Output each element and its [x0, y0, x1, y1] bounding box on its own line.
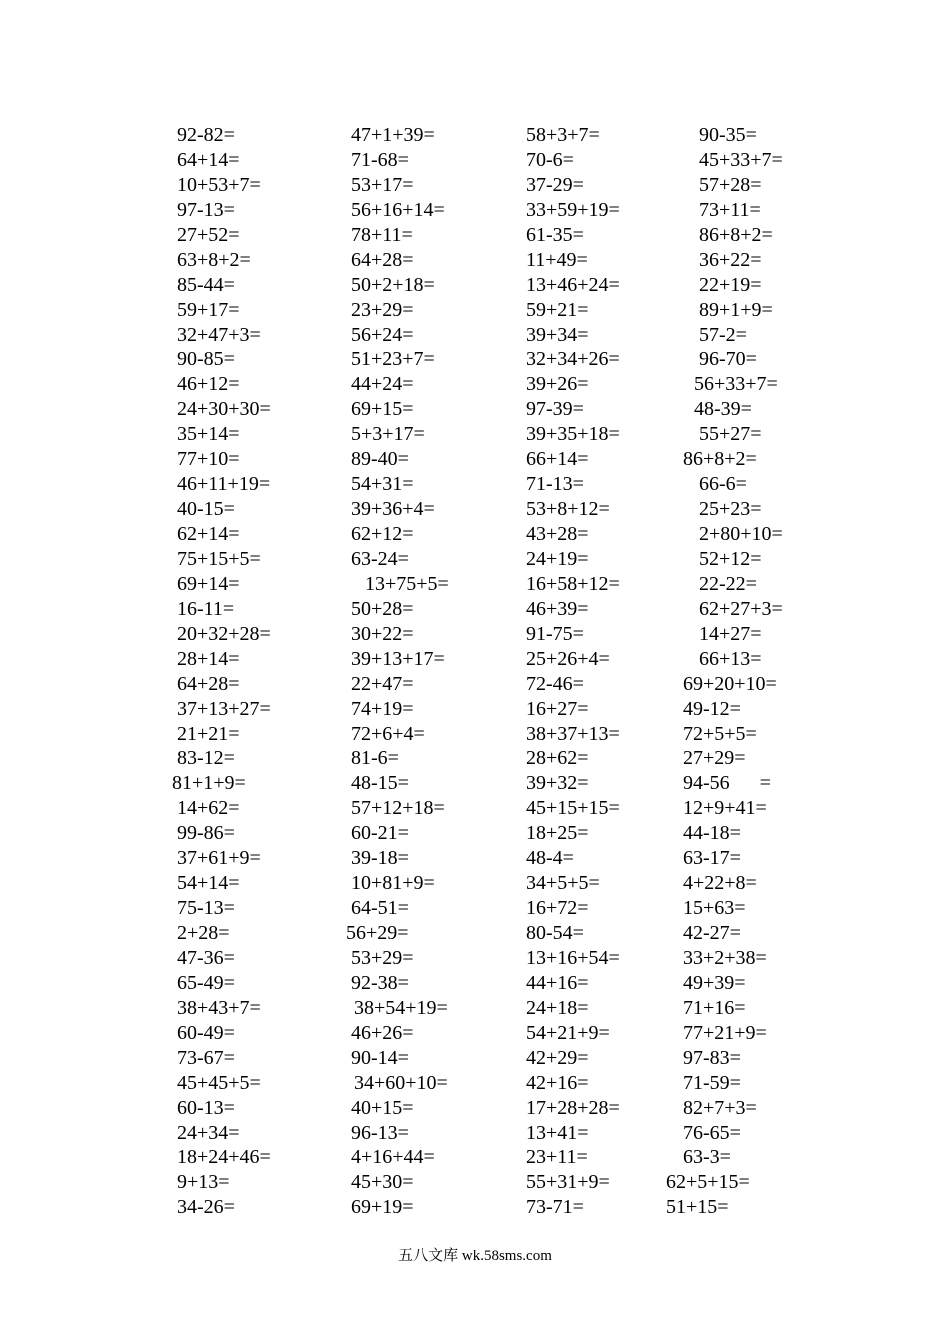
math-problem: 35+14= [177, 423, 240, 446]
math-problem: 72+6+4= [351, 722, 425, 745]
math-problem: 63-3= [683, 1146, 731, 1169]
math-problem: 97-39= [526, 398, 584, 421]
math-problem: 22+19= [699, 273, 762, 296]
math-problem: 69+14= [177, 572, 240, 595]
problem-column-4 [666, 123, 793, 1220]
math-problem: 76-65= [683, 1121, 741, 1144]
math-problem: 5+3+17= [351, 423, 425, 446]
math-problem: 70-6= [526, 148, 574, 171]
math-problem: 17+28+28= [526, 1096, 620, 1119]
math-problem: 58+3+7= [526, 124, 600, 146]
math-problem: 21+21= [177, 722, 240, 745]
problem-column-3 [526, 123, 620, 1220]
math-problem: 61-35= [526, 223, 584, 246]
math-problem: 43+28= [526, 523, 589, 545]
math-problem: 96-70= [699, 348, 757, 371]
math-problem: 32+47+3= [177, 323, 261, 346]
math-problem: 32+34+26= [526, 348, 620, 371]
math-problem: 56+33+7= [694, 373, 778, 396]
math-problem: 90-35= [699, 124, 757, 146]
math-problem: 55+31+9= [526, 1171, 610, 1194]
math-problem: 81+1+9= [172, 772, 246, 795]
math-problem: 16+58+12= [526, 572, 620, 595]
math-problem: 45+45+5= [177, 1071, 261, 1094]
math-problem: 22+47= [351, 672, 414, 695]
math-problem: 99-86= [177, 822, 235, 845]
math-problem: 66+13= [699, 647, 762, 670]
math-problem: 57+28= [699, 173, 762, 196]
math-problem: 91-75= [526, 622, 584, 645]
math-problem: 71+16= [683, 996, 746, 1019]
math-problem: 12+9+41= [683, 797, 767, 820]
math-problem: 39+32= [526, 772, 589, 795]
math-problem: 18+25= [526, 822, 589, 845]
problem-column-2 [346, 123, 449, 1220]
math-problem: 89+1+9= [699, 298, 773, 321]
math-problem: 75-13= [177, 897, 235, 920]
math-problem: 73-71= [526, 1196, 584, 1219]
math-problem: 71-13= [526, 473, 584, 496]
math-problem: 89-40= [351, 448, 409, 471]
math-problem: 77+21+9= [683, 1021, 767, 1044]
math-problem: 72+5+5= [683, 722, 757, 745]
math-problem: 63-17= [683, 847, 741, 870]
math-problem: 16-11= [177, 597, 235, 620]
problem-column-1 [172, 123, 271, 1220]
math-problem: 49-12= [683, 697, 741, 720]
math-problem: 2+28= [177, 922, 230, 944]
math-problem: 59+17= [177, 298, 240, 321]
math-problem: 45+33+7= [699, 148, 783, 171]
math-problem: 74+19= [351, 697, 414, 720]
math-problem: 54+31= [351, 473, 414, 496]
math-problem: 23+29= [351, 298, 414, 321]
math-problem: 56+29= [346, 922, 409, 944]
math-problem: 22-22= [699, 572, 757, 595]
math-problem: 51+23+7= [351, 348, 435, 371]
math-problem: 18+24+46= [177, 1146, 271, 1169]
math-problem: 13+75+5= [365, 572, 449, 595]
math-problem: 39-18= [351, 847, 409, 870]
math-problem: 27+29= [683, 747, 746, 770]
math-problem: 63-24= [351, 547, 409, 570]
math-problem: 50+28= [351, 597, 414, 620]
math-problem: 44-18= [683, 822, 741, 845]
math-problem: 56+24= [351, 323, 414, 346]
math-problem: 42+16= [526, 1071, 589, 1094]
math-problem: 13+16+54= [526, 946, 620, 969]
math-problem: 34+60+10= [354, 1071, 448, 1094]
math-problem: 44+16= [526, 971, 589, 994]
math-problem: 40+15= [351, 1096, 414, 1119]
math-problem: 40-15= [177, 498, 235, 521]
math-problem: 77+10= [177, 448, 240, 471]
math-problem: 60-21= [351, 822, 409, 845]
math-problem: 33+2+38= [683, 946, 767, 969]
math-problem: 63+8+2= [177, 248, 251, 271]
math-problem: 25+23= [699, 498, 762, 521]
math-problem: 54+21+9= [526, 1021, 610, 1044]
math-problem: 10+53+7= [177, 173, 261, 196]
math-problem: 62+5+15= [666, 1171, 750, 1194]
math-problem: 73+11= [699, 198, 761, 221]
math-problem: 24+18= [526, 996, 589, 1019]
footer-watermark: 五八文库 wk.58sms.com [398, 1248, 552, 1264]
math-problem: 4+22+8= [683, 872, 757, 895]
math-problem: 62+14= [177, 523, 240, 545]
math-problem: 13+46+24= [526, 273, 620, 296]
math-problem: 90-14= [351, 1046, 409, 1069]
math-problem: 90-85= [177, 348, 235, 371]
math-problem: 46+26= [351, 1021, 414, 1044]
math-problem: 60-49= [177, 1021, 235, 1044]
math-problem: 62+27+3= [699, 597, 783, 620]
math-problem: 11+49= [526, 248, 588, 271]
math-problem: 50+2+18= [351, 273, 435, 296]
math-problem: 66-6= [699, 473, 747, 496]
math-problem: 48-15= [351, 772, 409, 795]
math-problem: 45+30= [351, 1171, 414, 1194]
math-problem: 86+8+2= [699, 223, 773, 246]
math-problem: 46+11+19= [177, 473, 271, 496]
math-problem: 49+39= [683, 971, 746, 994]
math-problem: 42+29= [526, 1046, 589, 1069]
math-problem: 97-13= [177, 198, 235, 221]
math-problem: 65-49= [177, 971, 235, 994]
math-problem: 39+13+17= [351, 647, 445, 670]
math-problem: 53+29= [351, 946, 414, 969]
math-problem: 64-51= [351, 897, 409, 920]
math-problem: 28+14= [177, 647, 240, 670]
math-problem: 62+12= [351, 523, 414, 545]
math-problem: 52+12= [699, 547, 762, 570]
math-problem: 13+41= [526, 1121, 589, 1144]
math-problem: 23+11= [526, 1146, 588, 1169]
math-problem: 71-68= [351, 148, 409, 171]
math-problem: 42-27= [683, 922, 741, 944]
math-problem: 92-82= [177, 124, 235, 146]
math-problem: 36+22= [699, 248, 762, 271]
math-problem: 28+62= [526, 747, 589, 770]
math-problem: 4+16+44= [351, 1146, 435, 1169]
math-problem: 64+14= [177, 148, 240, 171]
math-problem: 10+81+9= [351, 872, 435, 895]
math-problem: 48-4= [526, 847, 574, 870]
math-problem: 38+43+7= [177, 996, 261, 1019]
math-problem: 39+36+4= [351, 498, 435, 521]
math-problem: 44+24= [351, 373, 414, 396]
math-problem: 73-67= [177, 1046, 235, 1069]
math-problem: 38+37+13= [526, 722, 620, 745]
math-problem: 55+27= [699, 423, 762, 446]
math-problem: 96-13= [351, 1121, 409, 1144]
math-problem: 24+19= [526, 547, 589, 570]
math-problem: 57-2= [699, 323, 747, 346]
math-problem: 53+17= [351, 173, 414, 196]
math-problem: 37+61+9= [177, 847, 261, 870]
math-problem: 80-54= [526, 922, 584, 944]
math-problem: 75+15+5= [177, 547, 261, 570]
math-problem: 30+22= [351, 622, 414, 645]
math-problem: 82+7+3= [683, 1096, 757, 1119]
math-problem: 2+80+10= [699, 523, 783, 545]
math-problem: 37-29= [526, 173, 584, 196]
math-problem: 54+14= [177, 872, 240, 895]
math-problem: 14+27= [699, 622, 762, 645]
math-problem: 64+28= [351, 248, 414, 271]
math-problem: 27+52= [177, 223, 240, 246]
math-problem: 81-6= [351, 747, 399, 770]
math-problem: 51+15= [666, 1196, 729, 1219]
math-problem: 47-36= [177, 946, 235, 969]
math-problem: 9+13= [177, 1171, 230, 1194]
math-problem: 15+63= [683, 897, 746, 920]
math-problem: 71-59= [683, 1071, 741, 1094]
math-problem: 69+15= [351, 398, 414, 421]
math-problem: 24+30+30= [177, 398, 271, 421]
math-problem: 69+19= [351, 1196, 414, 1219]
math-problem: 64+28= [177, 672, 240, 695]
math-problem: 39+35+18= [526, 423, 620, 446]
math-problem: 39+26= [526, 373, 589, 396]
math-problem: 33+59+19= [526, 198, 620, 221]
math-problem: 24+34= [177, 1121, 240, 1144]
math-problem: 57+12+18= [351, 797, 445, 820]
math-problem: 46+39= [526, 597, 589, 620]
math-problem: 86+8+2= [683, 448, 757, 471]
math-problem: 97-83= [683, 1046, 741, 1069]
math-problem: 59+21= [526, 298, 589, 321]
math-problem: 48-39= [694, 398, 752, 421]
math-problem: 39+34= [526, 323, 589, 346]
math-problem: 92-38= [351, 971, 409, 994]
math-problem: 25+26+4= [526, 647, 610, 670]
math-problem: 14+62= [177, 797, 240, 820]
math-problem: 16+27= [526, 697, 589, 720]
math-problem: 53+8+12= [526, 498, 610, 521]
math-problem: 38+54+19= [354, 996, 448, 1019]
math-problem: 34+5+5= [526, 872, 600, 895]
math-problem: 66+14= [526, 448, 589, 471]
math-problem: 56+16+14= [351, 198, 445, 221]
math-problem: 34-26= [177, 1196, 235, 1219]
math-problem: 47+1+39= [351, 124, 435, 146]
math-problem: 94-56 = [683, 772, 771, 795]
math-problem: 37+13+27= [177, 697, 271, 720]
math-problem: 46+12= [177, 373, 240, 396]
math-problem: 20+32+28= [177, 622, 271, 645]
math-problem: 85-44= [177, 273, 235, 296]
math-problem: 16+72= [526, 897, 589, 920]
math-problem: 69+20+10= [683, 672, 777, 695]
math-problem: 45+15+15= [526, 797, 620, 820]
math-problem: 72-46= [526, 672, 584, 695]
math-problem: 78+11= [351, 223, 413, 246]
math-problem: 83-12= [177, 747, 235, 770]
math-problem: 60-13= [177, 1096, 235, 1119]
